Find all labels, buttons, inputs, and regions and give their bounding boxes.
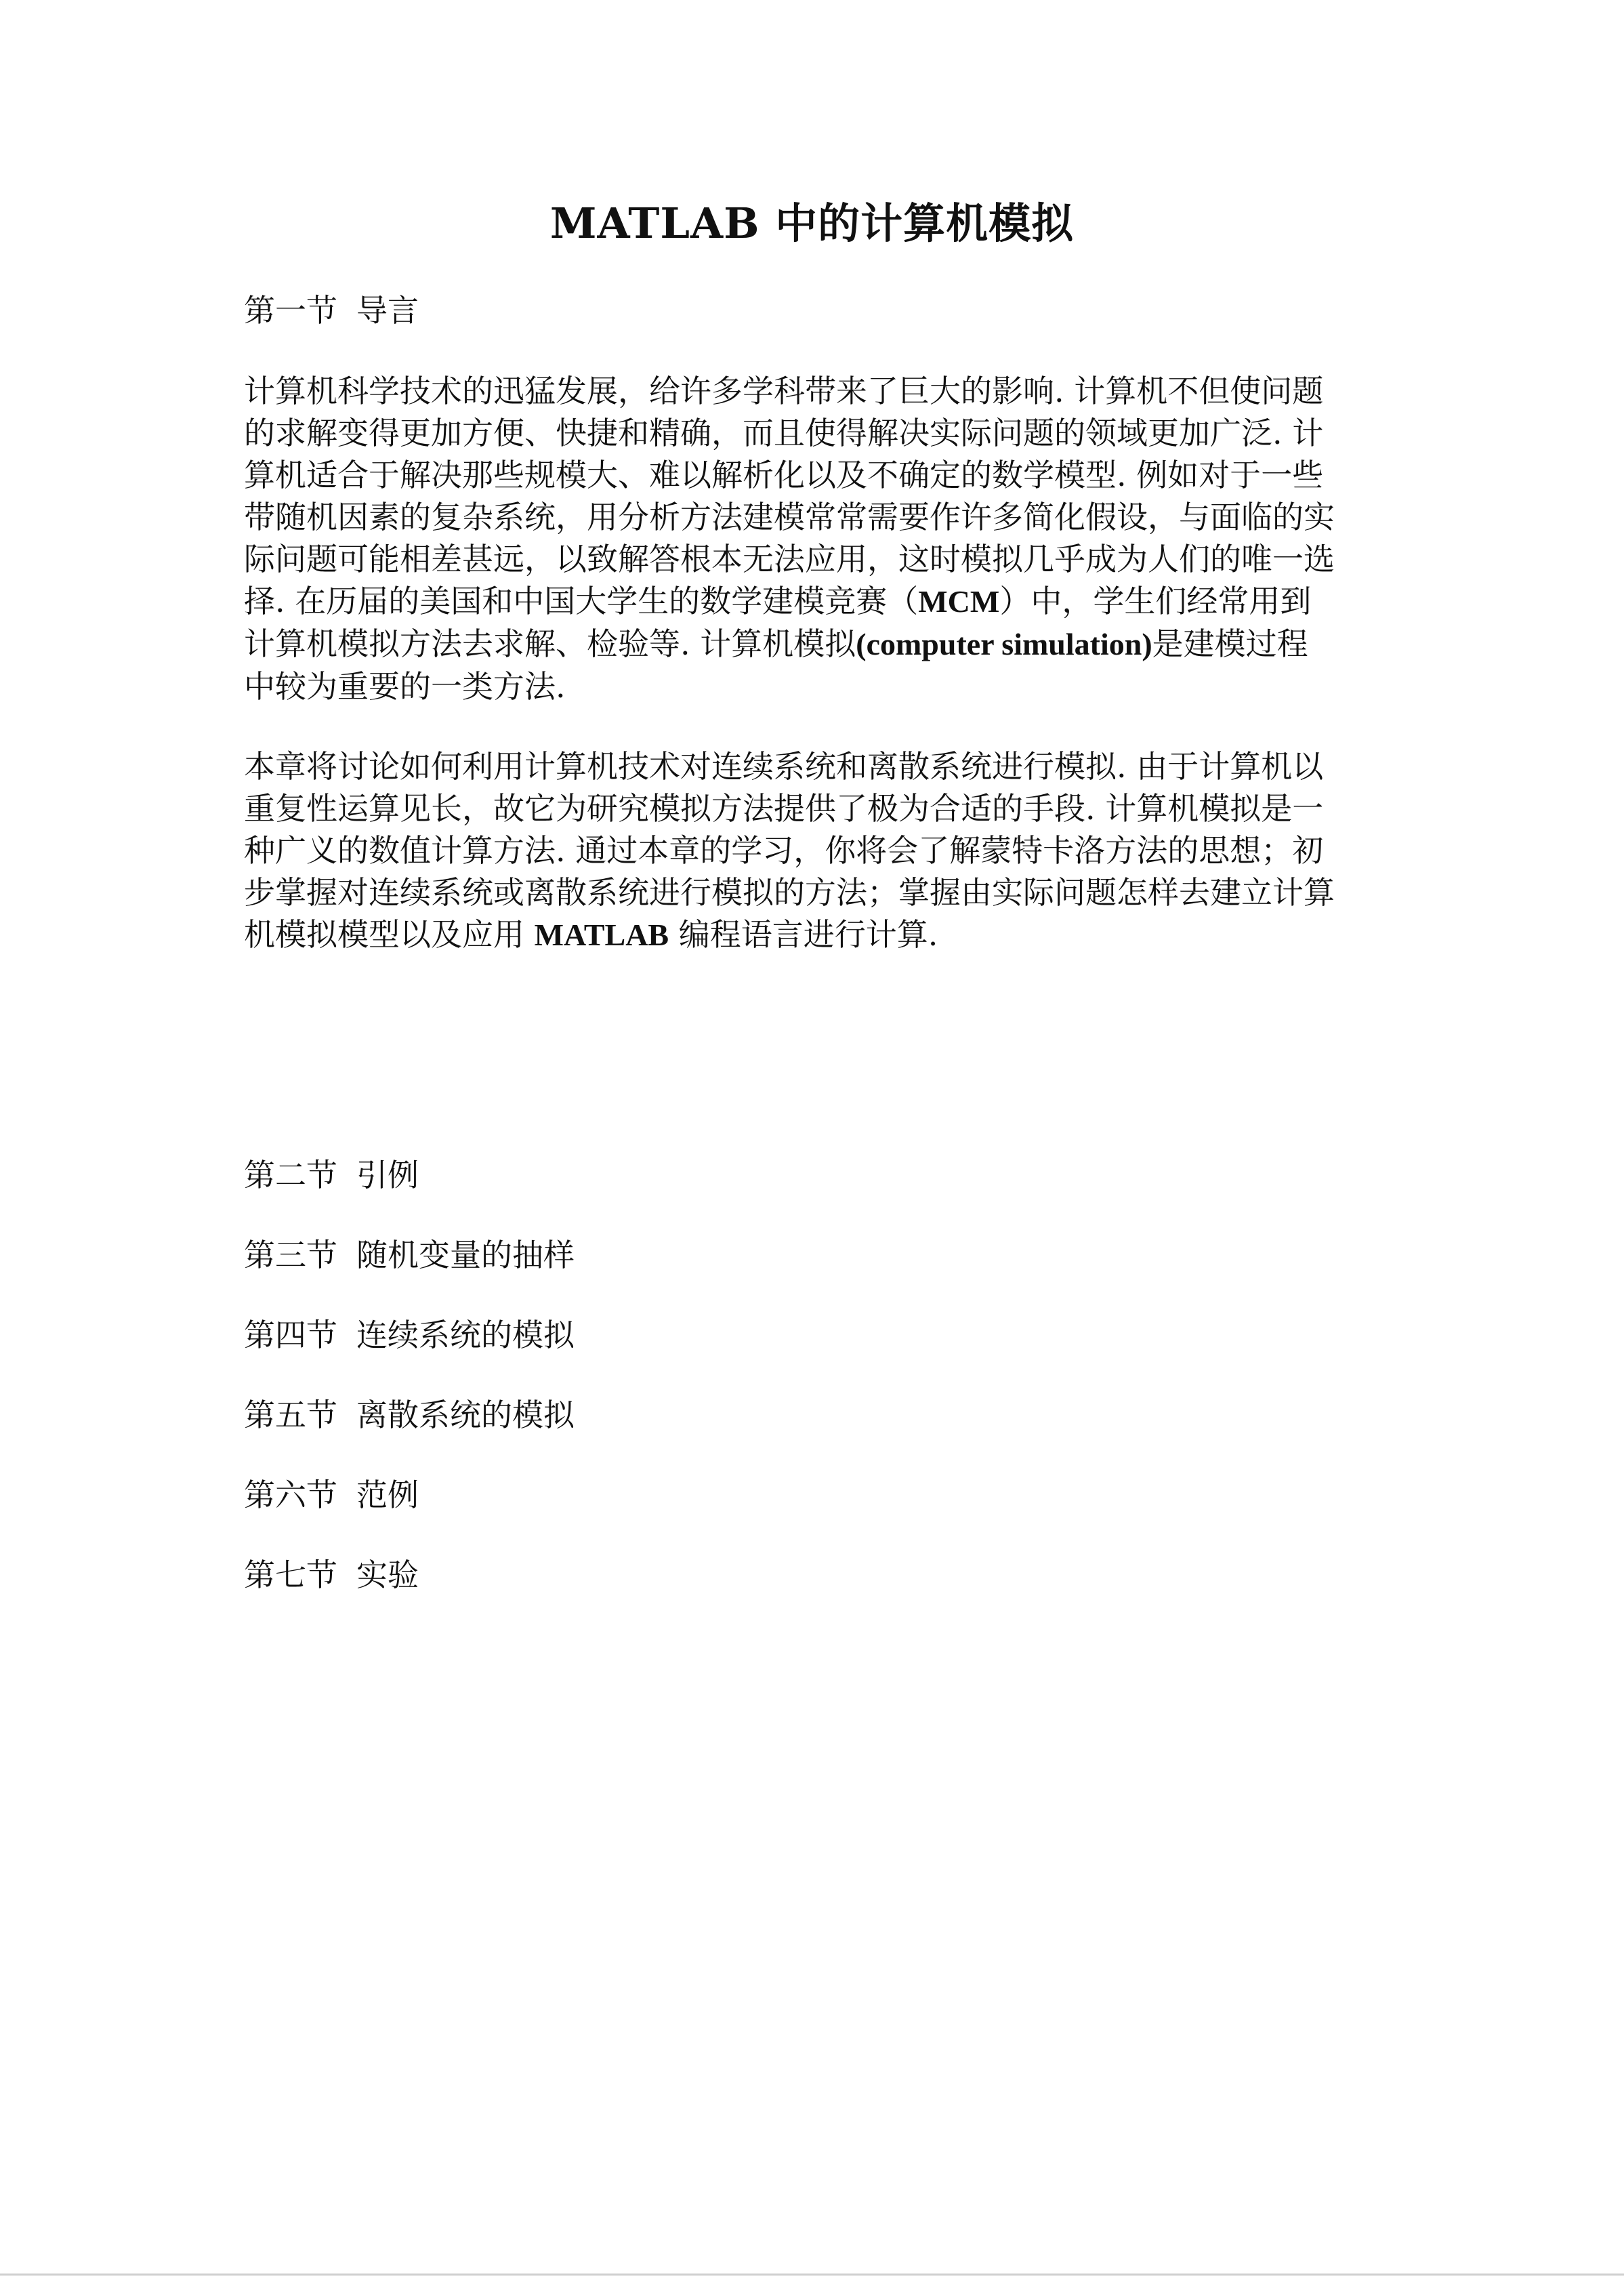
section-title: 导言 bbox=[356, 292, 419, 329]
paragraph-line: 算机适合于解决那些规模大、难以解析化以及不确定的数学模型. 例如对于一些 bbox=[244, 457, 1324, 493]
bold-term: MCM bbox=[918, 584, 1000, 619]
paragraph-line bbox=[244, 623, 1369, 665]
bold-term: (computer simulation) bbox=[856, 627, 1152, 661]
bold-term: MATLAB bbox=[534, 918, 669, 952]
intro-paragraph bbox=[244, 370, 1369, 707]
section-heading-5 bbox=[244, 1395, 575, 1435]
section-title: 连续系统的模拟 bbox=[356, 1317, 575, 1353]
paragraph-line bbox=[244, 580, 1369, 623]
text-run: 择. 在历届的美国和中国大学生的数学建模竞赛（ bbox=[244, 583, 919, 619]
paragraph-line: 计算机科学技术的迅猛发展，给许多学科带来了巨大的影响. 计算机不但使问题 bbox=[244, 373, 1324, 409]
text-run: 是建模过程 bbox=[1152, 625, 1308, 662]
paragraph-line: 际问题可能相差甚远，以致解答根本无法应用，这时模拟几乎成为人们的唯一选 bbox=[244, 541, 1335, 577]
section-heading-2 bbox=[244, 1155, 419, 1195]
section-heading-1 bbox=[244, 290, 419, 331]
paragraph-line: 种广义的数值计算方法. 通过本章的学习，你将会了解蒙特卡洛方法的思想；初 bbox=[244, 832, 1324, 869]
section-number: 第一节 bbox=[244, 292, 337, 329]
paragraph-line: 重复性运算见长，故它为研究模拟方法提供了极为合适的手段. 计算机模拟是一 bbox=[244, 790, 1324, 827]
section-heading-4 bbox=[244, 1315, 575, 1355]
document-title: MATLAB 中的计算机模拟 bbox=[549, 199, 1075, 248]
section-title: 范例 bbox=[356, 1477, 419, 1513]
section-number: 第二节 bbox=[244, 1157, 337, 1193]
paragraph-line: 的求解变得更加方便、快捷和精确，而且使得解决实际问题的领域更加广泛. 计 bbox=[244, 415, 1324, 451]
text-run: ）中，学生们经常用到 bbox=[999, 583, 1312, 619]
chapter-overview-paragraph bbox=[244, 745, 1369, 956]
section-number: 第四节 bbox=[244, 1317, 337, 1353]
page-bottom-edge bbox=[0, 2274, 1624, 2276]
section-heading-7 bbox=[244, 1555, 419, 1595]
paragraph-line bbox=[244, 913, 1369, 956]
paragraph-line: 带随机因素的复杂系统，用分析方法建模常常需要作许多简化假设，与面临的实 bbox=[244, 499, 1335, 535]
paragraph-line: 本章将讨论如何利用计算机技术对连续系统和离散系统进行模拟. 由于计算机以 bbox=[244, 748, 1324, 785]
paragraph-line: 中较为重要的一类方法. bbox=[244, 668, 566, 705]
section-number: 第六节 bbox=[244, 1477, 337, 1513]
text-run: 计算机模拟方法去求解、检验等. 计算机模拟 bbox=[244, 625, 856, 662]
section-title: 随机变量的抽样 bbox=[356, 1237, 575, 1273]
text-run: 编程语言进行计算. bbox=[669, 916, 938, 953]
section-number: 第五节 bbox=[244, 1397, 337, 1433]
section-heading-3 bbox=[244, 1235, 575, 1275]
section-title: 离散系统的模拟 bbox=[356, 1397, 575, 1433]
section-number: 第三节 bbox=[244, 1237, 337, 1273]
text-run: 机模拟模型以及应用 bbox=[244, 916, 535, 953]
section-title: 引例 bbox=[356, 1157, 419, 1193]
section-title: 实验 bbox=[356, 1557, 419, 1593]
paragraph-line: 步掌握对连续系统或离散系统进行模拟的方法；掌握由实际问题怎样去建立计算 bbox=[244, 874, 1335, 911]
section-number: 第七节 bbox=[244, 1557, 337, 1593]
section-heading-6 bbox=[244, 1475, 419, 1515]
